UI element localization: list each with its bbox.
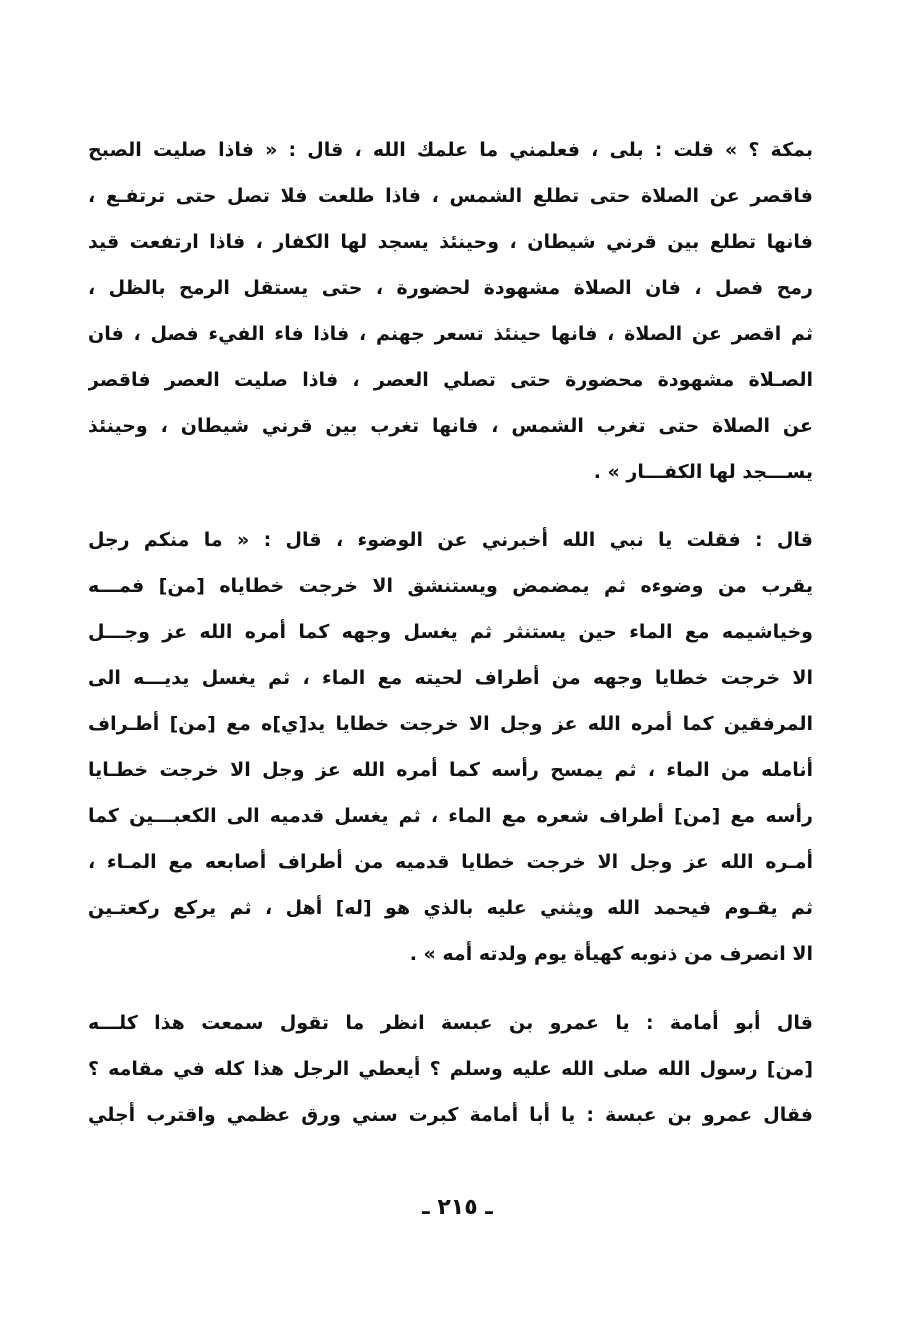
paragraph-1 <box>88 127 813 495</box>
text-line: أنامله من الماء ، ثم يمسح رأسه كما أمره الله عز وجل الا خرجت خطـايا <box>88 759 813 781</box>
text-line: فاقصر عن الصلاة حتى تطلع الشمس ، فاذا طلعت فلا تصل حتى ترتفـع ، <box>88 185 813 207</box>
text-line: قال أبو أمامة : يا عمرو بن عبسة انظر ما تقول سمعت هذا كلـــه <box>88 1012 813 1034</box>
text-line: فقال عمرو بن عبسة : يا أبا أمامة كبرت سني ورق عظمي واقترب أجلي <box>88 1104 813 1126</box>
page-number: ـ ٢١٥ ـ <box>422 1195 493 1220</box>
paragraph-2 <box>88 517 813 977</box>
paragraph-3 <box>88 1000 813 1138</box>
text-line: الا خرجت خطايا وجهه من أطراف لحيته مع الماء ، ثم يغسل يديـــه الى <box>88 667 813 689</box>
text-line: الصـلاة مشهودة محضورة حتى تصلي العصر ، فاذا صليت العصر فاقصر <box>88 369 813 391</box>
text-line: فانها تطلع بين قرني شيطان ، وحينئذ يسجد لها الكفار ، فاذا ارتفعت قيد <box>88 231 813 253</box>
text-line: يقرب من وضوءه ثم يمضمض ويستنشق الا خرجت خطاياه [من] فمـــه <box>88 575 813 597</box>
text-line: ثم يقـوم فيحمد الله ويثني عليه بالذي هو [له] أهل ، ثم يركع ركعتـين <box>88 897 813 919</box>
text-line: رأسه مع [من] أطراف شعره مع الماء ، ثم يغسل قدميه الى الكعبـــين كما <box>88 805 813 827</box>
text-line: وخياشيمه مع الماء حين يستنثر ثم يغسل وجهه كما أمره الله عز وجـــل <box>88 621 813 643</box>
text-line: عن الصلاة حتى تغرب الشمس ، فانها تغرب بين قرني شيطان ، وحينئذ <box>88 415 813 437</box>
text-line: المرفقين كما أمره الله عز وجل الا خرجت خطايا يد[ي]ه مع [من] أطـراف <box>88 713 813 735</box>
text-line: يســـجد لها الكفـــار » . <box>593 461 813 483</box>
text-line: الا انصرف من ذنوبه كهيأة يوم ولدته أمه » . <box>409 943 813 965</box>
text-line: أمـره الله عز وجل الا خرجت خطايا قدميه من أطراف أصابعه مع المـاء ، <box>88 851 813 873</box>
text-line: بمكة ؟ » قلت : بلى ، فعلمني ما علمك الله ، قال : « فاذا صليت الصبح <box>88 139 813 161</box>
text-line: رمح فصل ، فان الصلاة مشهودة لحضورة ، حتى يستقل الرمح بالظل ، <box>88 277 813 299</box>
text-line: ثم اقصر عن الصلاة ، فانها حينئذ تسعر جهنم ، فاذا فاء الفيء فصل ، فان <box>88 323 813 345</box>
text-line: قال : فقلت يا نبي الله أخبرني عن الوضوء ، قال : « ما منكم رجل <box>88 529 813 551</box>
text-line: [من] رسول الله صلى الله عليه وسلم ؟ أيعطي الرجل هذا كله في مقامه ؟ <box>88 1058 813 1080</box>
